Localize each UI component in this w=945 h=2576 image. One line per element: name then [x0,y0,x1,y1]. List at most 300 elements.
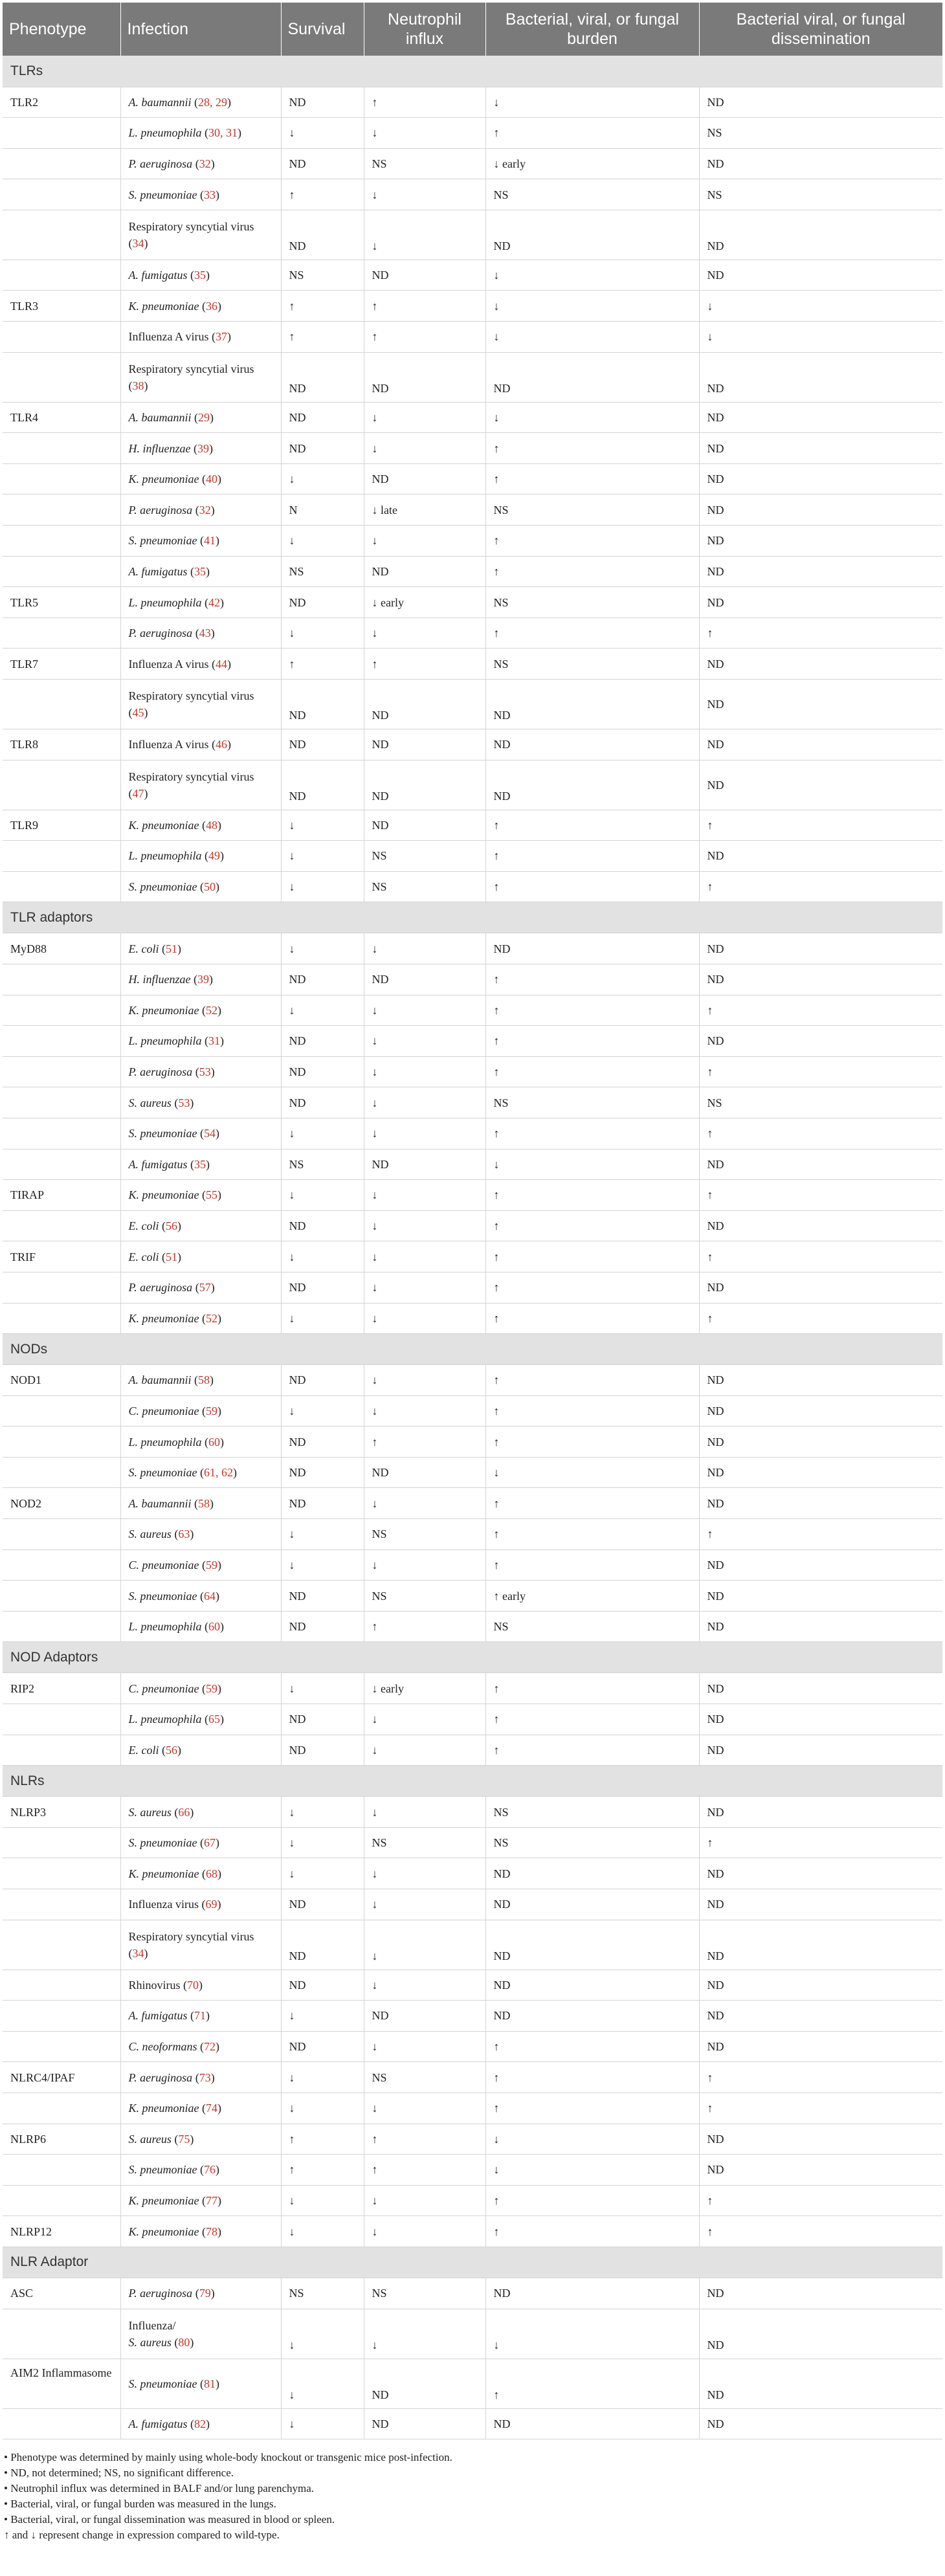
reference-link[interactable]: 44 [215,657,227,671]
dissemination-cell [699,2408,942,2439]
dissemination-value: ↓ [707,330,713,344]
infection-text: Influenza A virus [128,738,209,751]
header-dissemination: Bacterial viral, or fungal dissemination [699,3,942,56]
infection-cell: K. pneumoniae (52) [120,995,281,1026]
reference-link[interactable]: 52 [205,1311,217,1325]
neutrophil-cell [364,1858,485,1889]
organism-name: S. aureus [128,1805,172,1819]
neutrophil-cell [364,760,485,810]
dissemination-cell [699,2031,942,2062]
reference-link[interactable]: 42 [208,595,221,609]
table-row [3,2278,942,2309]
dissemination-value: ↑ [707,2225,713,2238]
organism-name: P. aeruginosa [128,1281,193,1294]
reference-link[interactable]: 35 [194,1157,206,1171]
neutrophil-cell [364,1303,485,1334]
dissemination-value: ND [707,2132,724,2146]
reference-link[interactable]: 72 [204,2040,216,2054]
reference-link[interactable]: 69 [205,1898,217,1911]
infection-cell: S. pneumoniae (54) [120,1118,281,1149]
dissemination-value: ↑ [707,1188,713,1202]
reference-link[interactable]: 59 [205,1682,217,1695]
burden-cell [485,118,699,149]
infection-cell: L. pneumophila (65) [120,1704,281,1735]
footnote: • Bacterial, viral, or fungal dissemination was measured in blood or spleen. [4,2513,335,2526]
burden-cell [485,433,699,464]
burden-value: ↑ [493,1404,500,1417]
burden-cell [485,760,699,810]
dissemination-value: ND [707,1978,724,1992]
survival-cell [281,995,364,1026]
reference-link[interactable]: 35 [194,269,206,282]
survival-value: ND [289,1898,306,1911]
infection-cell: A. fumigatus (82) [120,2408,281,2439]
reference-link[interactable]: 54 [203,1127,216,1140]
infection-cell: A. baumannii (58) [120,1365,281,1396]
neutrophil-cell [364,871,485,902]
phenotype-cell [3,1303,120,1334]
reference-link[interactable]: 50 [203,880,216,894]
dissemination-cell [699,494,942,526]
survival-cell [281,433,364,464]
burden-cell [485,352,699,402]
survival-value: ND [289,1281,306,1294]
burden-cell [485,494,699,526]
reference-link[interactable]: 41 [203,534,216,548]
dissemination-value: ND [707,564,724,578]
burden-cell [485,617,699,649]
burden-cell [485,179,699,210]
phenotype-cell [3,2309,120,2359]
dissemination-value: ND [707,472,724,486]
burden-cell [485,2185,699,2216]
burden-cell [485,1889,699,1920]
neutrophil-value: ↓ [372,1898,378,1911]
dissemination-cell [699,1581,942,1612]
burden-cell [485,933,699,964]
dissemination-cell [699,1858,942,1889]
burden-value: ↑ [493,1250,500,1263]
dissemination-cell [699,260,942,291]
survival-value: ↓ [289,2009,295,2023]
burden-cell [485,871,699,902]
reference-link[interactable]: 51 [166,1250,177,1263]
dissemination-value: ND [707,2040,724,2054]
infection-cell: Respiratory syncytial virus (34) [120,1920,281,1970]
infection-cell: P. aeruginosa (32) [120,494,281,526]
dissemination-cell [699,2062,942,2093]
neutrophil-cell [364,1272,485,1303]
survival-cell [281,2408,364,2439]
survival-cell [281,2031,364,2062]
reference-link[interactable]: 43 [199,627,211,640]
dissemination-value: ND [707,95,724,109]
reference-link[interactable]: 38 [132,379,144,392]
infection-text: Respiratory syncytial virus [128,770,254,783]
survival-value: ND [289,1496,306,1510]
survival-value: ND [289,1466,306,1480]
burden-value: NS [493,503,509,516]
reference-link[interactable]: 68 [205,1867,217,1880]
survival-cell [281,1581,364,1612]
survival-cell [281,1920,364,1970]
phenotype-label: MyD88 [10,942,47,955]
burden-value: ND [493,789,511,803]
dissemination-value: ↑ [707,1527,713,1541]
organism-name: C. neoformans [128,2040,197,2054]
organism-name: A. baumannii [128,1373,192,1387]
reference-link[interactable]: 64 [203,1589,216,1603]
reference-link[interactable]: 34 [132,236,144,250]
reference-link[interactable]: 61, 62 [203,1466,233,1480]
neutrophil-cell [364,1889,485,1920]
reference-link[interactable]: 34 [132,1946,144,1960]
survival-cell [281,2309,364,2359]
dissemination-cell [699,1180,942,1211]
survival-cell [281,1735,364,1766]
burden-cell [485,2155,699,2186]
reference-link[interactable]: 65 [208,1713,221,1726]
infection-cell: P. aeruginosa (53) [120,1056,281,1087]
reference-link[interactable]: 74 [205,2102,217,2115]
phenotype-label: NLRP6 [10,2132,47,2146]
table-row [3,587,942,618]
phenotype-label: TLR5 [10,595,38,609]
infection-cell: C. pneumoniae (59) [120,1549,281,1581]
reference-link[interactable]: 75 [178,2132,190,2146]
neutrophil-value: ND [372,2388,389,2401]
burden-value: ↓ [493,1466,500,1480]
reference-link[interactable]: 55 [205,1188,217,1202]
dissemination-value: ND [707,269,724,282]
neutrophil-cell [364,1970,485,2001]
section-row [3,1334,942,1365]
phenotype-cell [3,1735,120,1766]
table-footnotes [3,2450,942,2543]
phenotype-cell [3,1241,120,1272]
phenotype-cell [3,260,120,291]
reference-link[interactable]: 53 [178,1096,190,1109]
burden-value: ↑ [493,1373,500,1387]
survival-value: ↓ [289,1188,295,1202]
survival-cell [281,1549,364,1581]
dissemination-cell [699,1395,942,1427]
dissemination-value: ↑ [707,880,713,894]
infection-cell: A. fumigatus (35) [120,1149,281,1180]
survival-value: NS [289,2287,304,2300]
table-row [3,1056,942,1087]
table-row [3,118,942,149]
survival-cell [281,1241,364,1272]
phenotype-cell [3,1087,120,1118]
phenotype-cell [3,964,120,995]
neutrophil-value: ND [372,564,389,578]
header-survival: Survival [281,3,364,56]
reference-link[interactable]: 58 [198,1373,210,1387]
reference-link[interactable]: 79 [199,2287,211,2300]
infection-cell: C. neoformans (72) [120,2031,281,2062]
survival-cell [281,1858,364,1889]
reference-link[interactable]: 76 [203,2163,216,2177]
dissemination-cell [699,402,942,433]
table-row [3,1488,942,1519]
organism-name: L. pneumophila [128,1620,202,1634]
burden-cell [485,556,699,587]
burden-cell [485,2031,699,2062]
burden-cell [485,1797,699,1828]
dissemination-value: ND [707,441,724,455]
burden-value: ↑ [493,1281,500,1294]
survival-cell [281,1087,364,1118]
dissemination-value: ND [707,2338,724,2351]
survival-value: ↓ [289,1003,295,1017]
reference-link[interactable]: 78 [205,2225,217,2238]
infection-cell: Influenza A virus (46) [120,729,281,761]
infection-cell: Respiratory syncytial virus (34) [120,210,281,260]
phenotype-cell [3,2359,120,2408]
reference-link[interactable]: 39 [197,441,209,455]
dissemination-cell [699,1611,942,1642]
table-row [3,2155,942,2186]
reference-link[interactable]: 28, 29 [198,95,227,109]
header-phenotype: Phenotype [3,3,120,56]
infection-cell: K. pneumoniae (36) [120,291,281,322]
reference-link[interactable]: 53 [199,1065,211,1079]
table-body [3,56,942,2439]
table-row [3,526,942,557]
burden-cell [485,148,699,179]
survival-value: ↓ [289,1558,295,1571]
reference-link[interactable]: 36 [205,299,217,313]
neutrophil-cell [364,1457,485,1488]
burden-value: ↑ [493,1743,500,1757]
reference-link[interactable]: 81 [203,2377,216,2390]
survival-value: ↓ [289,126,295,140]
reference-link[interactable]: 32 [199,503,211,516]
reference-link[interactable]: 57 [199,1281,211,1294]
survival-value: ND [289,1620,306,1634]
burden-cell [485,1673,699,1704]
reference-link[interactable]: 48 [205,818,217,832]
phenotype-cell [3,1026,120,1057]
reference-link[interactable]: 35 [194,564,206,578]
survival-cell [281,1395,364,1427]
reference-link[interactable]: 49 [208,849,221,863]
organism-name: K. pneumoniae [128,1867,199,1880]
survival-value: ↓ [289,1527,295,1541]
phenotype-cell [3,1827,120,1858]
dissemination-value: ND [707,973,724,986]
reference-link[interactable]: 77 [205,2194,217,2208]
infection-cell: C. pneumoniae (59) [120,1395,281,1427]
phenotype-cell [3,87,120,118]
dissemination-value: ND [707,2009,724,2023]
reference-link[interactable]: 29 [198,410,210,424]
reference-link[interactable]: 73 [199,2071,211,2084]
dissemination-cell [699,526,942,557]
infection-cell: S. pneumoniae (61, 62) [120,1457,281,1488]
burden-value: ↑ [493,1435,500,1449]
infection-cell: K. pneumoniae (52) [120,1303,281,1334]
dissemination-value: ND [707,1620,724,1634]
reference-link[interactable]: 66 [178,1805,190,1819]
survival-value: ↓ [289,849,295,863]
neutrophil-cell [364,1149,485,1180]
survival-cell [281,1889,364,1920]
phenotype-label: RIP2 [10,1682,35,1695]
reference-link[interactable]: 56 [166,1219,177,1233]
organism-name: S. pneumoniae [128,1127,197,1140]
neutrophil-cell [364,2001,485,2032]
neutrophil-value: ↑ [372,299,378,313]
reference-link[interactable]: 31 [208,1034,221,1048]
reference-link[interactable]: 60 [208,1435,221,1449]
survival-cell [281,933,364,964]
survival-value: NS [289,564,304,578]
reference-link[interactable]: 46 [215,738,227,751]
infection-cell: K. pneumoniae (78) [120,2216,281,2247]
phenotype-cell [3,649,120,680]
dissemination-cell [699,1970,942,2001]
burden-cell [485,1581,699,1612]
burden-value: ↑ [493,849,500,863]
reference-link[interactable]: 51 [166,942,177,955]
dissemination-cell [699,179,942,210]
burden-cell [485,1272,699,1303]
organism-name: H. influenzae [128,973,191,986]
reference-link[interactable]: 59 [205,1404,217,1417]
dissemination-value: ND [707,1867,724,1880]
organism-name: E. coli [128,1743,159,1757]
infection-cell: E. coli (56) [120,1735,281,1766]
dissemination-value: ND [707,1949,724,1962]
survival-cell [281,352,364,402]
neutrophil-cell [364,87,485,118]
neutrophil-cell [364,210,485,260]
organism-name: S. aureus [128,2335,172,2349]
survival-cell [281,1210,364,1241]
reference-link[interactable]: 39 [197,973,209,986]
table-row [3,2001,942,2032]
reference-link[interactable]: 63 [178,1527,190,1541]
table-row [3,2093,942,2124]
reference-link[interactable]: 56 [166,1743,177,1757]
reference-link[interactable]: 59 [205,1558,217,1571]
survival-cell [281,210,364,260]
burden-cell [485,2216,699,2247]
reference-link[interactable]: 33 [203,188,216,201]
survival-cell [281,729,364,761]
phenotype-label: NLRP3 [10,1805,47,1819]
burden-value: ↓ [493,269,500,282]
survival-cell [281,649,364,680]
burden-cell [485,1920,699,1970]
phenotype-cell [3,1488,120,1519]
reference-link[interactable]: 82 [194,2417,206,2430]
survival-value: ↓ [289,2102,295,2115]
survival-cell [281,2155,364,2186]
reference-link[interactable]: 58 [198,1496,210,1510]
survival-cell [281,2062,364,2093]
burden-value: NS [493,1620,509,1634]
table-row [3,1180,942,1211]
infection-cell: E. coli (56) [120,1210,281,1241]
dissemination-cell [699,1827,942,1858]
dissemination-value: ↑ [707,1065,713,1079]
reference-link[interactable]: 52 [205,1003,217,1017]
neutrophil-cell [364,2278,485,2309]
reference-link[interactable]: 30, 31 [208,126,238,140]
neutrophil-cell [364,2408,485,2439]
neutrophil-value: ↑ [372,95,378,109]
infection-cell: K. pneumoniae (68) [120,1858,281,1889]
survival-cell [281,680,364,729]
neutrophil-cell [364,2093,485,2124]
infection-cell: S. pneumoniae (41) [120,526,281,557]
neutrophil-value: ↓ [372,1003,378,1017]
reference-link[interactable]: 47 [132,786,144,800]
section-title: TLR adaptors [3,902,942,933]
survival-cell [281,1118,364,1149]
neutrophil-value: ↓ [372,2338,378,2351]
dissemination-cell [699,871,942,902]
reference-link[interactable]: 67 [203,1836,216,1850]
section-title: TLRs [3,56,942,87]
neutrophil-value: ND [372,1466,389,1480]
phenotype-cell [3,1365,120,1396]
table-row [3,729,942,761]
phenotype-cell [3,680,120,729]
neutrophil-cell [364,1210,485,1241]
reference-link[interactable]: 80 [178,2335,190,2349]
neutrophil-value: ↓ early [372,1682,404,1695]
reference-link[interactable]: 40 [205,472,217,486]
burden-value: ↑ [493,1034,500,1048]
dissemination-value: ↓ [707,299,713,313]
organism-name: E. coli [128,942,159,955]
dissemination-value: ND [707,1404,724,1417]
organism-name: S. pneumoniae [128,1466,197,1480]
burden-value: NS [493,657,509,671]
burden-value: ↓ [493,2132,500,2146]
organism-name: P. aeruginosa [128,1065,193,1079]
reference-link[interactable]: 70 [187,1978,199,1992]
reference-link[interactable]: 60 [208,1620,221,1634]
neutrophil-value: ↓ [372,410,378,424]
survival-value: ↑ [289,299,295,313]
dissemination-cell [699,1087,942,1118]
table-row [3,933,942,964]
burden-value: ↓ [493,330,500,344]
survival-value: ND [289,441,306,455]
reference-link[interactable]: 71 [194,2009,206,2023]
organism-name: P. aeruginosa [128,157,193,170]
table-container [3,3,942,2543]
table-row [3,352,942,402]
burden-value: ↑ [493,1713,500,1726]
reference-link[interactable]: 32 [199,157,211,170]
neutrophil-value: ↓ [372,1311,378,1325]
neutrophil-value: ↓ late [372,503,397,516]
reference-link[interactable]: 45 [132,706,144,719]
burden-value: ↑ [493,1527,500,1541]
infection-cell: L. pneumophila (49) [120,841,281,872]
section-row [3,902,942,933]
burden-value: ND [493,2287,511,2300]
burden-cell [485,1210,699,1241]
phenotype-cell [3,1427,120,1458]
reference-link[interactable]: 37 [215,330,227,344]
